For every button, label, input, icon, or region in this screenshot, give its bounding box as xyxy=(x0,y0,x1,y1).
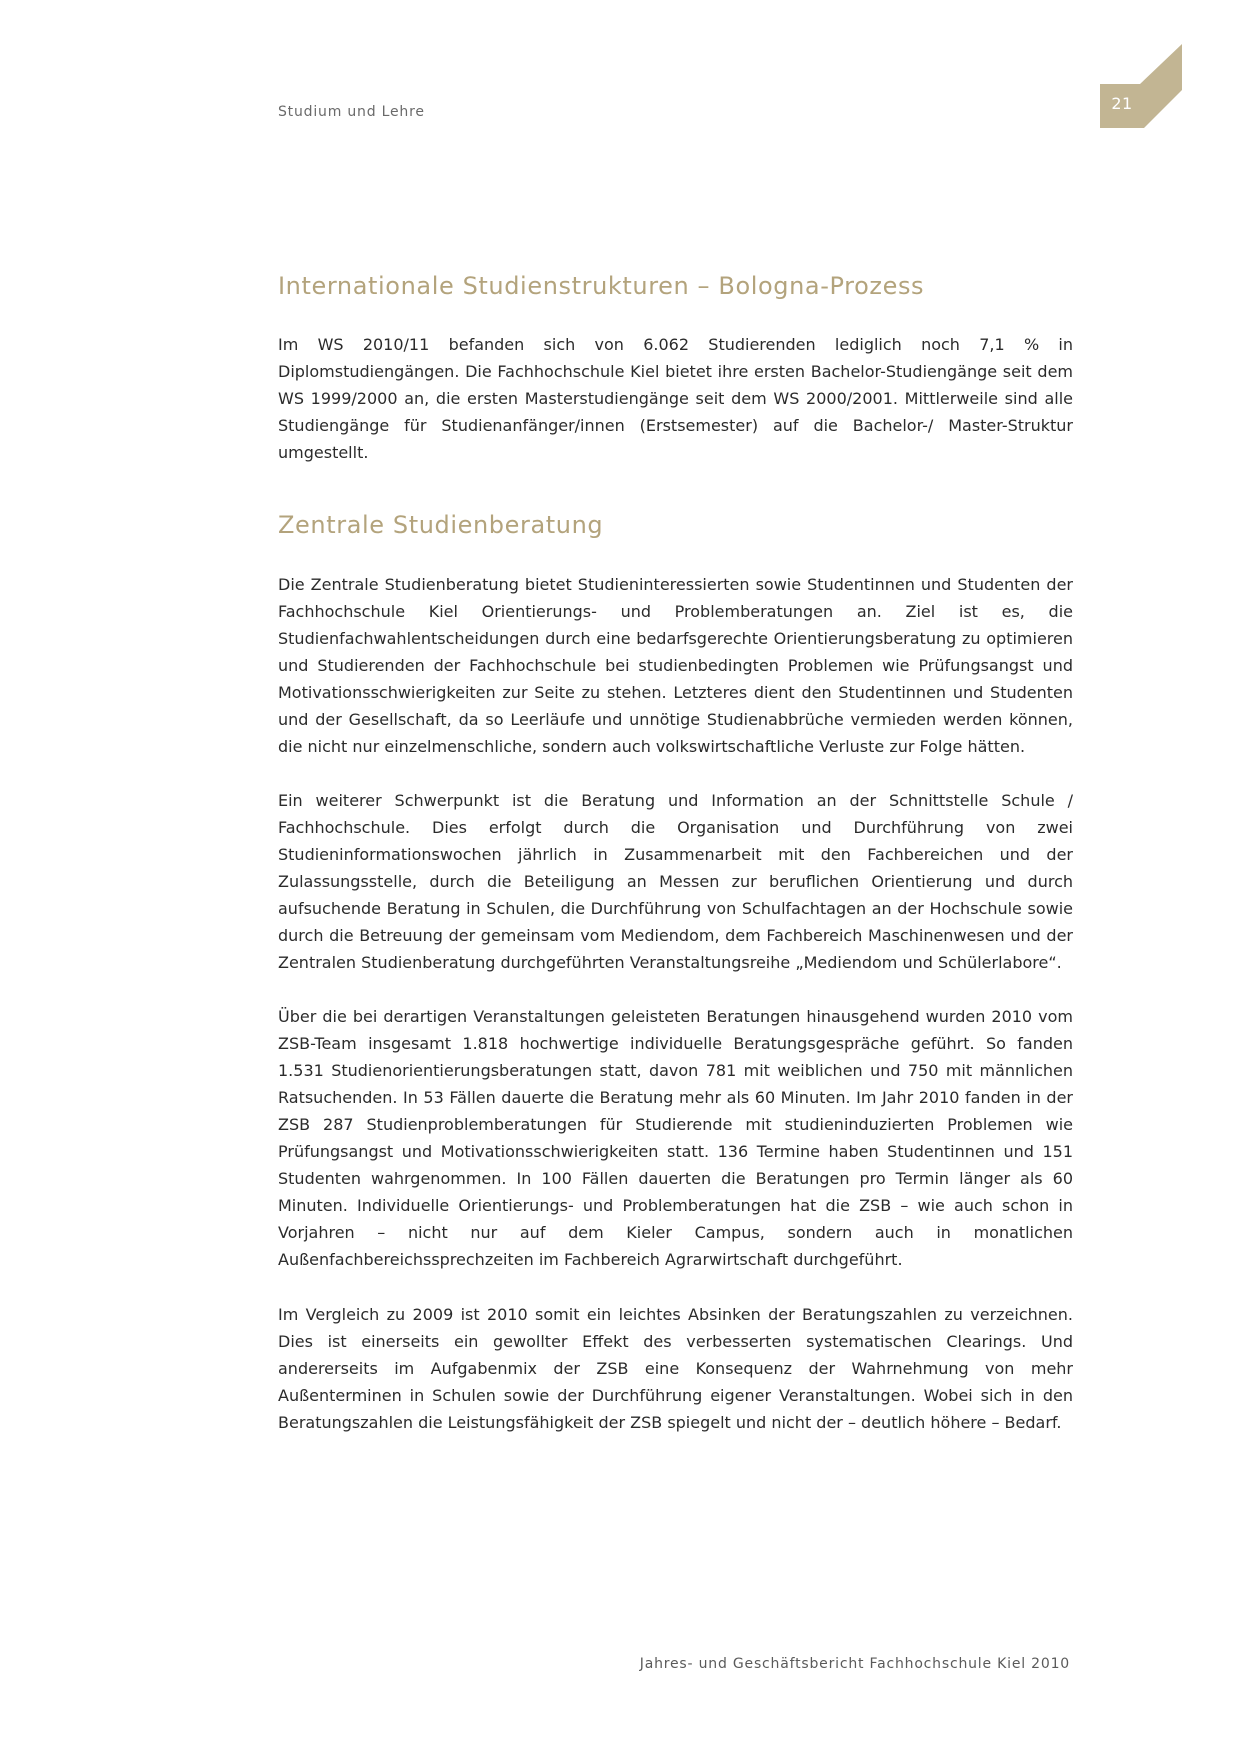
page-number-tab xyxy=(1100,44,1186,128)
running-head: Studium und Lehre xyxy=(278,104,425,120)
section-title-studienberatung: Zentrale Studienberatung xyxy=(278,511,604,539)
paragraph-bologna: Im WS 2010/11 befanden sich von 6.062 Studierenden lediglich noch 7,1 % in Diplomstudiengängen. Die Fachhochschule Kiel bietet ihre ersten Bachelor-Studiengänge seit dem WS 1999/2000 an, die ersten Masterstudiengänge seit dem WS 2000/2001. Mittlerweile sind alle Studiengänge für Studienanfänger/innen (Erstsemester) auf die Bachelor-/ Master-Struktur umgestellt. xyxy=(278,335,1073,462)
paragraph-studienberatung-3: Über die bei derartigen Veranstaltungen geleisteten Beratungen hinausgehend wurden 2010 vom ZSB-Team insgesamt 1.818 hochwertige individuelle Beratungsgespräche geführt. So fanden 1.531 Studienorientierungsberatungen statt, davon 781 mit weiblichen und 750 mit männlichen Ratsuchenden. In 53 Fällen dauerte die Beratung mehr als 60 Minuten. Im Jahr 2010 fanden in der ZSB 287 Studienproblemberatungen für Studierende mit studieninduzierten Problemen wie Prüfungsangst und Motivationsschwierigkeiten statt. 136 Termine haben Studentinnen und 151 Studenten wahrgenommen. In 100 Fällen dauerten die Beratungen pro Termin länger als 60 Minuten. Individuelle Orientierungs- und Problemberatungen hat die ZSB – wie auch schon in Vorjahren – nicht nur auf dem Kieler Campus, sondern auch in monatlichen Außenfachbereichssprechzeiten im Fachbereich Agrarwirtschaft durchgeführt. xyxy=(278,1007,1073,1269)
page-footer: Jahres- und Geschäftsbericht Fachhochschule Kiel 2010 xyxy=(639,1656,1070,1672)
paragraph-studienberatung-2: Ein weiterer Schwerpunkt ist die Beratung und Information an der Schnittstelle Schule / Fachhochschule. Dies erfolgt durch die Organisation und Durchführung von zwei Studieninformationswochen jährlich in Zusammenarbeit mit den Fachbereichen und der Zulassungsstelle, durch die Beteiligung an Messen zur beruflichen Orientierung und durch aufsuchende Beratung in Schulen, die Durchführung von Schulfachtagen an der Hochschule sowie durch die Betreuung der gemeinsam vom Mediendom, dem Fachbereich Maschinenwesen und der Zentralen Studienberatung durchgeführten Veranstaltungsreihe „Mediendom und Schülerlabore“. xyxy=(278,791,1073,972)
paragraph-studienberatung-4: Im Vergleich zu 2009 ist 2010 somit ein leichtes Absinken der Beratungszahlen zu verzeichnen. Dies ist einerseits ein gewollter Effekt des verbesserten systematischen Clearings. Und andererseits im Aufgabenmix der ZSB eine Konsequenz der Wahrnehmung von mehr Außenterminen in Schulen sowie der Durchführung eigener Veranstaltungen. Wobei sich in den Beratungszahlen die Leistungsfähigkeit der ZSB spiegelt und nicht der – deutlich höhere – Bedarf. xyxy=(278,1305,1073,1432)
page-number: 21 xyxy=(1111,94,1133,113)
page-tab-shape xyxy=(1100,44,1186,128)
section-title-bologna: Internationale Studienstrukturen – Bologna-Prozess xyxy=(278,272,925,300)
paragraph-studienberatung-1: Die Zentrale Studienberatung bietet Studieninteressierten sowie Studentinnen und Studenten der Fachhochschule Kiel Orientierungs- und Problemberatungen an. Ziel ist es, die Studienfachwahlentscheidungen durch eine bedarfsgerechte Orientierungsberatung zu optimieren und Studierenden der Fachhochschule bei studienbedingten Problemen wie Prüfungsangst und Motivationsschwierigkeiten zur Seite zu stehen. Letzteres dient den Studentinnen und Studenten und der Gesellschaft, da so Leerläufe und unnötige Studienabbrüche vermieden werden können, die nicht nur einzelmenschliche, sondern auch volkswirtschaftliche Verluste zur Folge hätten. xyxy=(278,575,1073,756)
